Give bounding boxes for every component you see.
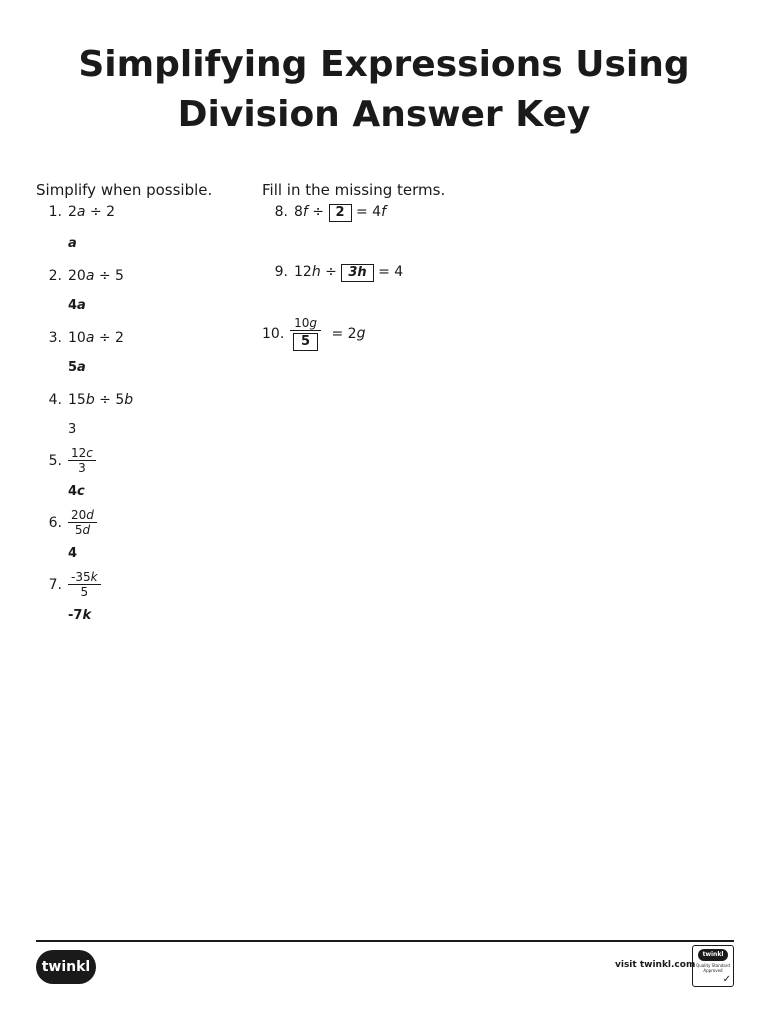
question-7 — [36, 570, 101, 599]
question-number: 6. — [48, 514, 62, 531]
footer-divider — [36, 940, 734, 942]
question-9: 9. 12h ÷ 3h = 4 — [262, 264, 403, 282]
fraction: $\frac{10g}{5}$ — [290, 316, 321, 351]
answer-box: 2 — [329, 204, 352, 222]
fraction: $\frac{-35k}{5}$ — [68, 570, 101, 599]
answer-box: 3h — [341, 264, 373, 282]
checkmark-icon: ✓ — [722, 974, 731, 985]
visit-link-text: visit twinkl.com — [615, 960, 696, 970]
answer-6: 4 — [68, 546, 78, 561]
title-line-2: Division Answer Key — [177, 94, 591, 135]
question-number: 10. — [262, 325, 285, 342]
answer-box: 5 — [293, 333, 318, 351]
fraction: $\frac{12c}{3}$ — [68, 446, 96, 475]
answer-1: a — [68, 236, 77, 251]
twinkl-logo: twinkl — [36, 950, 96, 984]
page-title — [0, 40, 768, 140]
question-number: 4. — [48, 392, 62, 408]
question-1: 1. 2a ÷ 2 — [36, 204, 115, 220]
question-number: 2. — [48, 268, 62, 284]
answer-7: -7k — [68, 608, 92, 623]
answer-3: 5a — [68, 360, 86, 375]
quality-badge — [692, 945, 734, 987]
question-number: 3. — [48, 330, 62, 346]
missing-terms-section — [262, 180, 562, 349]
fraction: $\frac{20d}{5d}$ — [68, 508, 97, 537]
question-2: 2. 20a ÷ 5 — [36, 268, 124, 284]
question-8: 8. 8f ÷ 2 = 4f — [262, 204, 386, 222]
question-number: 5. — [48, 452, 62, 469]
simplify-section — [36, 180, 246, 623]
answer-2: 4a — [68, 298, 86, 313]
question-10: 10. $\frac{10g}{5}$ = 2g — [262, 316, 366, 349]
question-number: 1. — [48, 204, 62, 220]
question-4: 4. 15b ÷ 5b — [36, 392, 133, 408]
badge-logo: twinkl — [698, 949, 728, 961]
badge-text: Quality Standard Approved — [696, 963, 730, 973]
question-number: 7. — [48, 576, 62, 593]
question-5 — [36, 446, 96, 475]
answer-4: 3 — [68, 422, 77, 437]
missing-terms-instruction: Fill in the missing terms. — [262, 181, 446, 199]
question-number: 8. — [274, 204, 288, 220]
question-number: 9. — [274, 264, 288, 280]
title-line-1: Simplifying Expressions Using — [78, 44, 690, 85]
simplify-instruction: Simplify when possible. — [36, 181, 213, 199]
question-3: 3. 10a ÷ 2 — [36, 330, 124, 346]
question-6 — [36, 508, 97, 537]
answer-5: 4c — [68, 484, 85, 499]
